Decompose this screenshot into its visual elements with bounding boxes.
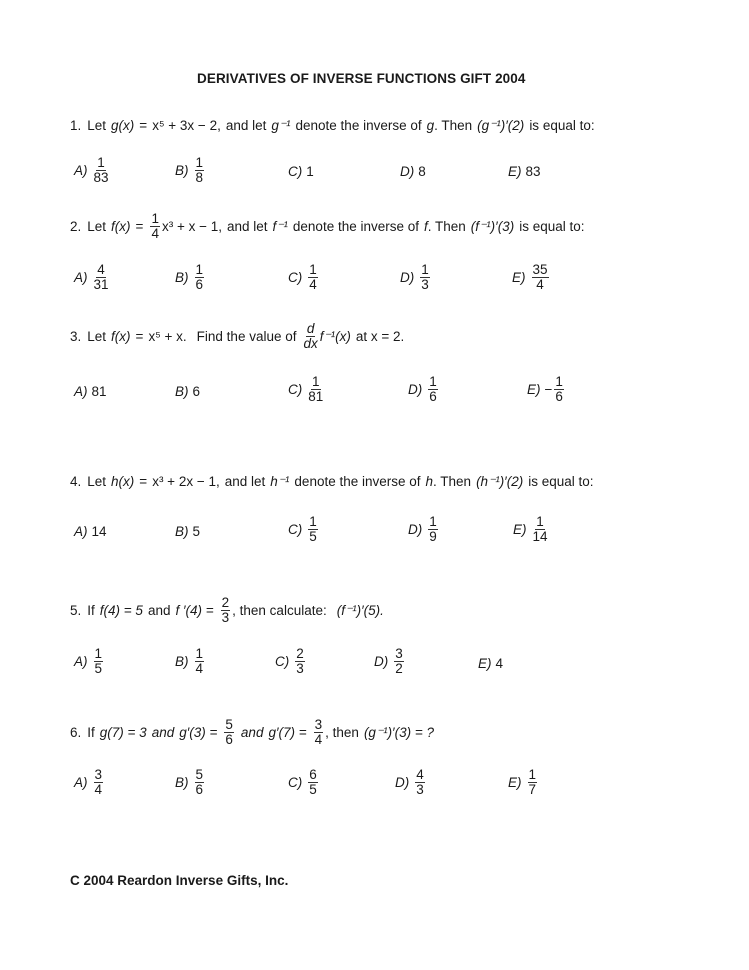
text: If [87, 724, 95, 740]
option-label: D) [408, 522, 423, 537]
document-title: DERIVATIVES OF INVERSE FUNCTIONS GIFT 2004 [197, 71, 526, 86]
question-6 [70, 718, 434, 747]
fraction: $\frac{1}{6}$ [555, 374, 563, 404]
question-5 [70, 596, 384, 625]
option-4c[interactable] [288, 515, 320, 544]
fraction: $\frac{1}{8}$ [195, 155, 204, 185]
fraction: $\frac{35}{4}$ [532, 262, 548, 292]
inverse-notation: g⁻¹ [271, 118, 291, 133]
option-label: C) [275, 654, 290, 669]
question-number: 5. [70, 602, 82, 618]
function-expression: x⁵ + x. [148, 328, 187, 344]
text: . Then [434, 118, 473, 133]
copyright-footer: C 2004 Reardon Inverse Gifts, Inc. [70, 873, 289, 888]
text: , then calculate: [232, 602, 327, 618]
fraction: $\frac{1}{4}$ [195, 646, 204, 676]
option-2c[interactable] [288, 263, 320, 292]
option-label: A) [74, 524, 88, 539]
question-number: 1. [70, 118, 82, 133]
question-number: 6. [70, 724, 82, 740]
option-5b[interactable] [175, 647, 206, 676]
fraction: $\frac{1}{14}$ [532, 514, 548, 544]
option-3b[interactable] [175, 384, 200, 399]
fraction: $\frac{4}{31}$ [93, 262, 109, 292]
text: is equal to: [529, 118, 595, 133]
inverse-notation: h⁻¹ [270, 474, 290, 489]
equals-sign: = [139, 474, 148, 489]
fraction: $\frac{1}{5}$ [309, 514, 317, 544]
option-label: A) [74, 775, 88, 790]
text: Let [87, 218, 107, 234]
evaluation-expression: (h⁻¹)′(2) [476, 474, 524, 489]
text: Let [87, 474, 107, 489]
option-label: E) [527, 382, 541, 397]
evaluation-expression: (f⁻¹)′(3) [470, 218, 515, 234]
text: denote the inverse of [294, 474, 421, 489]
option-3a[interactable] [74, 384, 107, 399]
text: . Then [433, 474, 472, 489]
evaluation-expression: (g⁻¹)′(3) = ? [363, 724, 434, 740]
fraction: $\frac{1}{6}$ [429, 374, 437, 404]
option-label: B) [175, 654, 189, 669]
option-6c[interactable] [288, 768, 320, 797]
option-label: E) [478, 656, 492, 671]
option-value: 14 [91, 524, 107, 539]
option-label: A) [74, 384, 88, 399]
text: and [151, 724, 175, 740]
option-6e[interactable] [508, 768, 539, 797]
option-value: 83 [525, 164, 541, 179]
option-4b[interactable] [175, 524, 200, 539]
fraction: $\frac{5}{6}$ [225, 717, 233, 747]
option-value: 5 [192, 524, 201, 539]
fraction: $\frac{3}{2}$ [395, 646, 403, 676]
fraction: $\frac{6}{5}$ [309, 767, 317, 797]
evaluation-expression: (f⁻¹)′(5). [336, 602, 384, 618]
function-name: g(x) [111, 118, 135, 133]
fraction: $\frac{4}{3}$ [416, 767, 424, 797]
option-label: D) [400, 164, 415, 179]
equals-sign: = [135, 218, 144, 234]
fraction: $\frac{5}{6}$ [195, 767, 204, 797]
option-value: 1 [306, 164, 314, 179]
fraction: $\frac{1}{81}$ [308, 374, 324, 404]
option-label: E) [512, 270, 526, 285]
text: is equal to: [519, 218, 585, 234]
text: and [147, 602, 171, 618]
question-3 [70, 322, 404, 351]
question-4 [70, 473, 594, 491]
text: at x = 2. [355, 328, 405, 344]
text: and let [224, 474, 266, 489]
option-2b[interactable] [175, 263, 206, 292]
option-label: C) [288, 164, 303, 179]
function-expression: x³ + 2x − 1, [152, 474, 220, 489]
question-1 [70, 117, 595, 135]
option-label: D) [374, 654, 389, 669]
function-variable: f [424, 218, 428, 234]
function-variable: g [426, 118, 435, 133]
option-label: A) [74, 163, 88, 178]
text: and let [225, 118, 267, 133]
fraction: $\frac{1}{83}$ [93, 155, 109, 185]
fraction: $\frac{1}{3}$ [421, 262, 429, 292]
fraction: $\frac{3}{4}$ [94, 767, 103, 797]
inverse-notation: f⁻¹ [272, 218, 288, 234]
function-expression: x³ + x − 1, [161, 218, 222, 234]
function-name: h(x) [111, 474, 135, 489]
option-label: D) [408, 382, 423, 397]
fraction: $\frac{1}{4}$ [309, 262, 317, 292]
given-condition: g(7) = 3 [99, 724, 147, 740]
question-2 [70, 212, 585, 241]
option-5a[interactable] [74, 647, 105, 676]
option-value: 81 [91, 384, 107, 399]
fraction: $\frac{2}{3}$ [296, 646, 304, 676]
option-value: 4 [495, 656, 504, 671]
option-label: D) [395, 775, 410, 790]
fraction: $\frac{1}{9}$ [429, 514, 437, 544]
option-6a[interactable] [74, 768, 105, 797]
option-5c[interactable] [275, 647, 307, 676]
option-label: C) [288, 382, 303, 397]
text: Let [87, 118, 107, 133]
given-condition: f ′(4) = [175, 602, 214, 618]
option-label: C) [288, 775, 303, 790]
option-value: 6 [192, 384, 201, 399]
option-1d[interactable] [400, 164, 426, 179]
option-4d[interactable] [408, 515, 440, 544]
fraction: $\frac{1}{5}$ [94, 646, 103, 676]
option-label: E) [508, 164, 522, 179]
function-name: f(x) [111, 218, 131, 234]
option-label: C) [288, 522, 303, 537]
option-label: D) [400, 270, 415, 285]
given-condition: g′(3) = [179, 724, 218, 740]
question-number: 4. [70, 474, 82, 489]
option-2d[interactable] [400, 263, 432, 292]
inverse-notation: f⁻¹(x) [319, 328, 351, 344]
option-3d[interactable] [408, 375, 440, 404]
fraction: $\frac{2}{3}$ [221, 595, 230, 625]
option-label: A) [74, 270, 88, 285]
option-label: B) [175, 163, 189, 178]
option-6d[interactable] [395, 768, 427, 797]
fraction: $\frac{3}{4}$ [314, 717, 323, 747]
option-value: 8 [418, 164, 426, 179]
function-variable: h [425, 474, 434, 489]
fraction: $\frac{1}{7}$ [528, 767, 537, 797]
text: and let [226, 218, 268, 234]
fraction: $\frac{1}{6}$ [195, 262, 204, 292]
derivative-operator: $\frac{d}{dx}$ [303, 321, 318, 351]
option-1b[interactable] [175, 156, 206, 185]
text: denote the inverse of [295, 118, 422, 133]
coefficient-fraction: $\frac{1}{4}$ [151, 211, 159, 241]
given-condition: g′(7) = [268, 724, 307, 740]
text: . Then [427, 218, 466, 234]
text: Find the value of [196, 328, 297, 344]
option-4a[interactable] [74, 524, 107, 539]
option-5d[interactable] [374, 647, 406, 676]
text: If [87, 602, 95, 618]
question-number: 2. [70, 218, 82, 234]
option-label: A) [74, 654, 88, 669]
option-label: B) [175, 270, 189, 285]
negative-sign: − [544, 382, 553, 397]
text: and [240, 724, 264, 740]
option-label: C) [288, 270, 303, 285]
option-6b[interactable] [175, 768, 206, 797]
option-2e[interactable] [512, 263, 551, 292]
option-1e[interactable] [508, 164, 541, 179]
evaluation-expression: (g⁻¹)′(2) [477, 118, 525, 133]
option-label: E) [513, 522, 527, 537]
option-4e[interactable] [513, 515, 550, 544]
equals-sign: = [135, 328, 144, 344]
text: denote the inverse of [292, 218, 419, 234]
function-expression: x⁵ + 3x − 2, [152, 118, 221, 133]
option-3c[interactable] [288, 375, 325, 404]
option-1a[interactable] [74, 156, 111, 185]
option-label: B) [175, 775, 189, 790]
text: is equal to: [528, 474, 594, 489]
given-condition: f(4) = 5 [99, 602, 143, 618]
option-3e[interactable] [527, 375, 566, 404]
option-1c[interactable] [288, 164, 314, 179]
equals-sign: = [139, 118, 148, 133]
option-label: B) [175, 384, 189, 399]
option-2a[interactable] [74, 263, 111, 292]
question-number: 3. [70, 328, 82, 344]
function-name: f(x) [111, 328, 131, 344]
text: , then [325, 724, 359, 740]
option-label: B) [175, 524, 189, 539]
text: Let [87, 328, 107, 344]
option-5e[interactable] [478, 656, 503, 671]
option-label: E) [508, 775, 522, 790]
